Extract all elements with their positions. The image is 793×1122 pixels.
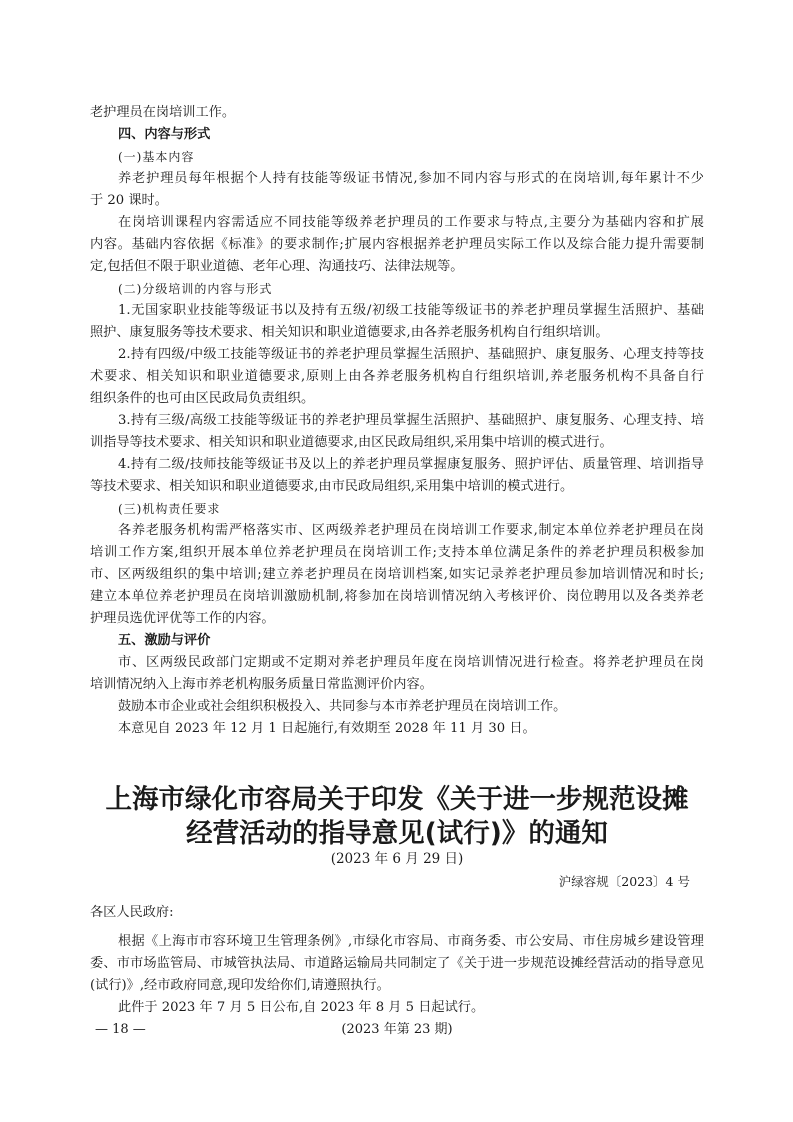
section-heading: 四、内容与形式 [118,127,211,142]
subsection-heading: (三)机构责任要求 [118,502,221,516]
page-number: — 18 — [95,1022,146,1037]
notice-paragraph-line: 此件于 2023 年 7 月 5 日公布,自 2023 年 8 月 5 日起试行。 [118,1000,485,1015]
paragraph-line: 护理员选优评优等工作的内容。 [90,611,275,626]
notice-date: (2023 年 6 月 29 日) [330,851,464,867]
notice-title-line: 经营活动的指导意见(试行)》的通知 [186,818,608,849]
paragraph-line: 在岗培训课程内容需适应不同技能等级养老护理员的工作要求与特点,主要分为基础内容和扩展 [118,215,704,230]
paragraph-line: 3.持有三级/高级工技能等级证书的养老护理员掌握生活照护、基础照护、康复服务、心理支持、培 [118,413,704,428]
addressee: 各区人民政府: [90,905,174,920]
paragraph-line: 2.持有四级/中级工技能等级证书的养老护理员掌握生活照护、基础照护、康复服务、心理支持等技 [118,347,704,362]
issue-label: (2023 年第 23 期) [341,1022,453,1037]
notice-body [90,902,704,1019]
paragraph-line: 养老护理员每年根据个人持有技能等级证书情况,参加不同内容与形式的在岗培训,每年累计不少 [118,171,704,186]
paragraph-line: 术要求、相关知识和职业道德要求,原则上由各养老服务机构自行组织培训,养老服务机构不具备自行 [90,369,704,384]
document-number: 沪绿容规〔2023〕4 号 [558,874,690,889]
paragraph-line: 老护理员在岗培训工作。 [90,105,236,120]
document-body [90,102,704,740]
paragraph-line: 定,包括但不限于职业道德、老年心理、沟通技巧、法律法规等。 [90,259,464,274]
subsection-heading: (二)分级培训的内容与形式 [118,282,273,296]
section-heading: 五、激励与评价 [118,633,211,648]
notice-paragraph-line: 委、市市场监管局、市城管执法局、市道路运输局共同制定了《关于进一步规范设摊经营活动的指导意见 [90,956,704,971]
notice-paragraph-line: 根据《上海市市容环境卫生管理条例》,市绿化市容局、市商务委、市公安局、市住房城乡建设管理 [118,934,704,949]
subsection-heading: (一)基本内容 [118,150,195,164]
paragraph-line: 建立本单位养老护理员在岗培训激励机制,将参加在岗培训情况纳入考核评价、岗位聘用以及各类养老 [90,589,704,604]
paragraph-line: 市、区两级民政部门定期或不定期对养老护理员年度在岗培训情况进行检查。将养老护理员在岗 [118,655,704,670]
paragraph-line: 培训情况纳入上海市养老机构服务质量日常监测评价内容。 [90,677,433,692]
paragraph-line: 4.持有二级/技师技能等级证书及以上的养老护理员掌握康复服务、照护评估、质量管理、培训指导 [118,457,704,472]
paragraph-line: 组织条件的也可由区民政局负责组织。 [90,391,315,406]
notice-title [90,783,704,851]
paragraph-line: 内容。基础内容依据《标准》的要求制作;扩展内容根据养老护理员实际工作以及综合能力提升需要制 [90,237,704,252]
paragraph-line: 市、区两级组织的集中培训;建立养老护理员在岗培训档案,如实记录养老护理员参加培训情况和时长; [90,567,704,582]
paragraph-line: 本意见自 2023 年 12 月 1 日起施行,有效期至 2028 年 11 月 30 日。 [118,721,536,736]
paragraph-line: 各养老服务机构需严格落实市、区两级养老护理员在岗培训工作要求,制定本单位养老护理员在岗 [118,523,704,538]
notice-title-line: 上海市绿化市容局关于印发《关于进一步规范设摊 [105,784,689,815]
paragraph-line: 培训工作方案,组织开展本单位养老护理员在岗培训工作;支持本单位满足条件的养老护理员积极参加 [90,545,704,560]
paragraph-line: 1.无国家职业技能等级证书以及持有五级/初级工技能等级证书的养老护理员掌握生活照护、基础 [118,303,704,318]
paragraph-line: 照护、康复服务等技术要求、相关知识和职业道德要求,由各养老服务机构自行组织培训。 [90,325,609,340]
paragraph-line: 训指导等技术要求、相关知识和职业道德要求,由区民政局组织,采用集中培训的模式进行。 [90,435,613,450]
paragraph-line: 鼓励本市企业或社会组织积极投入、共同参与本市养老护理员在岗培训工作。 [118,699,567,714]
paragraph-line: 于 20 课时。 [90,193,168,208]
notice-paragraph-line: (试行)》,经市政府同意,现印发给你们,请遵照执行。 [90,978,390,993]
paragraph-line: 等技术要求、相关知识和职业道德要求,由市民政局组织,采用集中培训的模式进行。 [90,479,574,494]
